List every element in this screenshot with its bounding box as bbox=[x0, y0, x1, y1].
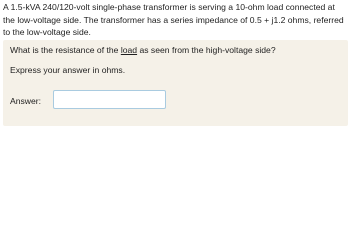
question-text bbox=[10, 44, 276, 56]
question-card bbox=[3, 40, 348, 126]
question-prefix: What is the resistance of the bbox=[10, 45, 121, 55]
answer-label: Answer: bbox=[10, 96, 42, 106]
answer-instruction: Express your answer in ohms. bbox=[10, 65, 126, 75]
answer-input[interactable] bbox=[53, 90, 166, 109]
question-underlined-word: load bbox=[120, 45, 138, 55]
question-suffix: as seen from the high-voltage side? bbox=[137, 45, 276, 55]
problem-statement: A 1.5-kVA 240/120-volt single-phase transformer is serving a 10-ohm load connected at the low-voltage side. The transformer has a series impedance of 0.5 + j1.2 ohms, referred to the low-voltage side. bbox=[3, 2, 344, 38]
